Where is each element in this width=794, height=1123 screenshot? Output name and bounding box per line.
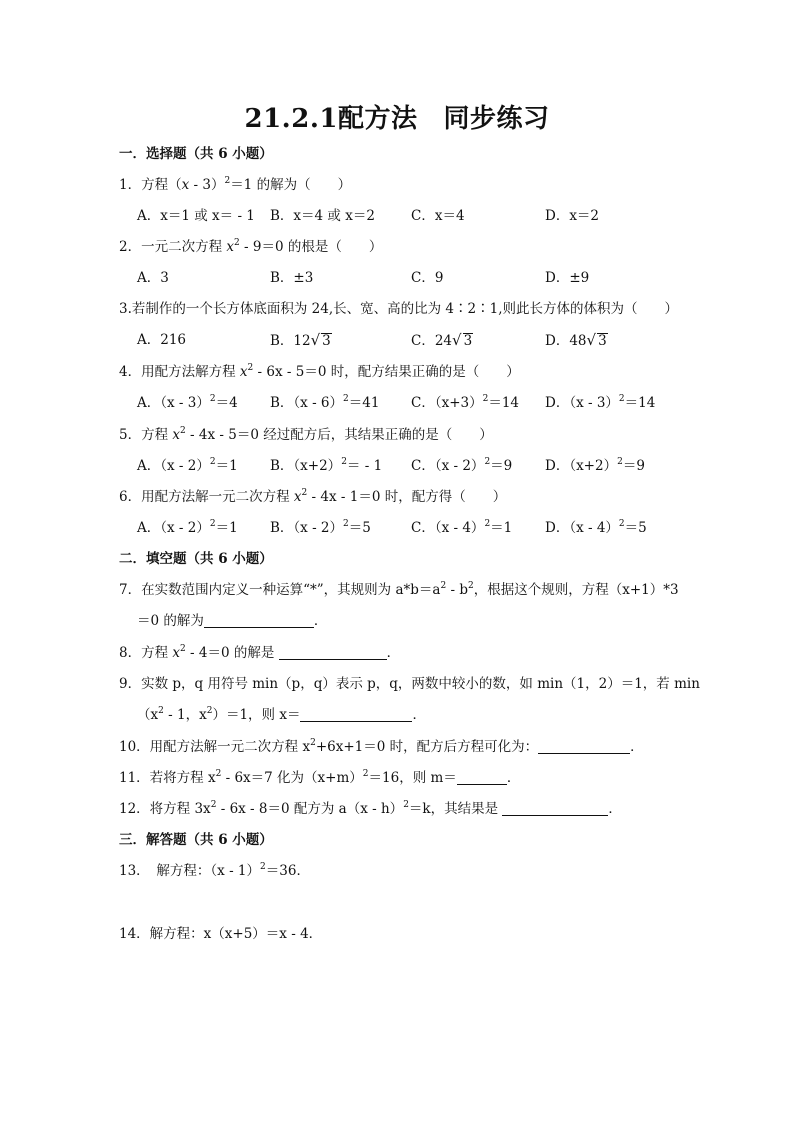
question-5-option-b[interactable]: B．$(x+2)^2= - 1$ [270,457,383,474]
question-1-option-c[interactable]: C．x＝4 [411,208,465,224]
question-3-stem: 3.若制作的一个长方体底面积为 24,长、宽、高的比为 4∶2∶1,则此长方体的体积为（ ） [119,301,678,317]
question-2-option-b[interactable]: B．±3 [270,270,314,286]
question-2-option-d[interactable]: D．±9 [545,270,590,286]
question-2-option-a[interactable]: A．3 [137,270,169,286]
question-9-line-1: 9．实数 p，q 用符号 min（p，q）表示 p，q，两数中较小的数，如 min（1，2）＝1，若 min [119,676,700,692]
title-topic: 配方法 [337,104,418,134]
title-number: 21.2.1 [244,104,338,134]
answer-blank-12[interactable] [502,801,608,816]
question-3-option-a[interactable]: A．216 [137,332,187,348]
question-1-option-d[interactable]: D．x＝2 [545,208,600,224]
question-1-option-a[interactable]: A．x＝1 或 x＝ - 1 [137,208,255,224]
question-3-option-d[interactable]: D．48√ 3 [545,331,607,349]
question-6-option-d[interactable]: D．（x - 4）$^2$＝5 [545,519,647,536]
question-14: 14．解方程：x（x+5）＝x - 4． [119,926,323,942]
question-1-stem: 1．方程（x - 3）$^2$＝1 的解为（ ） [119,176,352,193]
question-2-stem: 2．一元二次方程 $x^2 - 9=0$ 的根是（ ） [119,238,383,255]
question-6-option-a[interactable]: A．（x - 2）$^2$＝1 [137,519,238,536]
sqrt-sign-icon: √ [452,331,462,349]
title-subtitle: 同步练习 [443,104,550,134]
question-13: 13． 解方程：（x - 1）$^2$＝36． [119,862,310,879]
question-4-option-a[interactable]: A．（x - 3）$^2$＝4 [137,394,238,411]
answer-blank-9[interactable] [300,707,412,722]
question-4-stem: 4．用配方法解方程 $x^2 - 6x - 5=0$ 时，配方结果正确的是（ ） [119,363,520,380]
sqrt-sign-icon: √ [310,331,321,349]
question-11: 11．若将方程 $x^2 - 6x=7$ 化为$(x+m)^2=16$，则 m＝ ． [119,769,521,786]
question-4-option-b[interactable]: B．（x - 6）$^2$＝41 [270,394,380,411]
answer-blank-11[interactable] [457,770,507,785]
question-3-option-b[interactable]: B．12√ 3 [270,331,331,349]
answer-blank-10[interactable] [538,739,630,754]
question-5-stem: 5．方程 $x^2 - 4x - 5=0$ 经过配方后，其结果正确的是（ ） [119,426,493,443]
question-9-line-2: （$x^2 - 1$，$x^2)=1$，则 x＝ ． [137,706,426,723]
question-2-option-c[interactable]: C．9 [411,270,444,286]
question-12: 12．将方程 $3x^2 - 6x - 8=0$ 配方为 a（x - h）$^2$＝k，其结果是 ． [119,800,622,817]
question-8: 8．方程 $x^2 - 4=0$ 的解是 ． [119,644,401,661]
question-4-option-c[interactable]: C．$(x+3)^2=14$ [411,394,520,411]
question-10: 10．用配方法解一元二次方程 $x^2+6x+1=0$ 时，配方后方程可化为： ． [119,738,644,755]
question-7-line-1: 7．在实数范围内定义一种运算“*”，其规则为 $a*b=a^2 - b^2$，根据这个规则，方程（x+1）*3 [119,581,679,598]
question-6-option-c[interactable]: C．（x - 4）$^2$＝1 [411,519,513,536]
answer-blank-7[interactable] [204,613,314,628]
question-7-line-2: ＝0 的解为 ． [137,613,328,629]
question-4-option-d[interactable]: D．（x - 3）$^2$＝14 [545,394,656,411]
question-6-stem: 6．用配方法解一元二次方程 $x^2 - 4x - 1=0$ 时，配方得（ ） [119,488,507,505]
sqrt-sign-icon: √ [586,331,597,349]
question-3-option-c[interactable]: C．24√ 3 [411,331,473,349]
answer-blank-8[interactable] [279,645,387,660]
section-heading-fill: 二．填空题（共 6 小题） [119,551,273,567]
question-5-option-d[interactable]: D．$(x+2)^2=9$ [545,457,645,474]
question-6-option-b[interactable]: B．（x - 2）$^2$＝5 [270,519,371,536]
question-1-option-b[interactable]: B．x＝4 或 x＝2 [270,208,375,224]
question-5-option-c[interactable]: C．（x - 2）$^2$＝9 [411,457,513,474]
question-5-option-a[interactable]: A．（x - 2）$^2$＝1 [137,457,238,474]
page-title [0,98,794,135]
section-heading-choice: 一．选择题（共 6 小题） [119,146,273,162]
section-heading-solve: 三．解答题（共 6 小题） [119,832,273,848]
